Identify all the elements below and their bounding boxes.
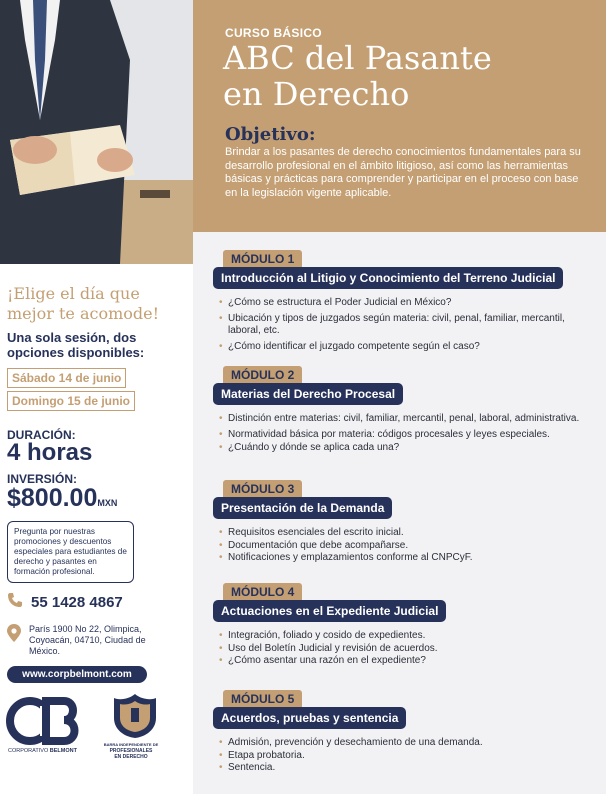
objective-heading: Objetivo: [225,124,316,145]
list-item: • Normatividad básica por materia: códigos procesales y leyes especiales. [219,429,589,442]
module-title: Materias del Derecho Procesal [213,383,403,405]
list-item: • Documentación que debe acompañarse. [219,540,589,553]
investment-label: INVERSIÓN: [7,472,78,486]
module-topics [219,527,589,565]
address-row [7,624,153,657]
website-link[interactable]: www.corpbelmont.com [7,666,147,683]
barra-independiente-logo: BARRA INDEPENDIENTE DE PROFESIONALES EN DERECHO [100,692,162,760]
list-item: • Distinción entre materias: civil, familiar, mercantil, penal, laboral, administrativa. [219,413,589,426]
list-item: • Requisitos esenciales del escrito inicial. [219,527,589,540]
date-option-1: Sábado 14 de junio [7,368,126,388]
date-option-2: Domingo 15 de junio [7,391,135,411]
list-item: • Admisión, prevención y desechamiento de una demanda. [219,737,589,750]
module-topics [219,413,589,455]
sidebar [0,264,193,794]
duration-value: 4 horas [7,439,93,466]
module-title: Introducción al Litigio y Conocimiento del Terreno Judicial [213,267,563,289]
phone-icon [7,592,23,613]
module-tag: MÓDULO 5 [223,690,302,708]
hero-photo [0,0,193,264]
phone-row[interactable] [7,592,123,613]
list-item: • ¿Cómo identificar el juzgado competente según el caso? [219,341,589,354]
corporativo-belmont-logo: CORPORATIVO BELMONT [6,696,86,758]
module-tag: MÓDULO 2 [223,366,302,384]
module-tag: MÓDULO 1 [223,250,302,268]
module-tag: MÓDULO 4 [223,583,302,601]
module-topics [219,737,589,775]
list-item: • Etapa probatoria. [219,750,589,763]
list-item: • ¿Cómo asentar una razón en el expediente? [219,655,589,668]
list-item: • Uso del Boletín Judicial y revisión de acuerdos. [219,643,589,656]
objective-text: Brindar a los pasantes de derecho conocimientos fundamentales para su desarrollo profesional en el ámbito litigioso, así como las herramientas básicas y prácticas para comprender y participar en el proceso con base en la legislación vigente aplicable. [225,146,581,199]
module-title: Presentación de la Demanda [213,497,392,519]
course-kicker: CURSO BÁSICO [225,26,322,40]
module-topics [219,630,589,668]
currency: MXN [97,498,118,508]
list-item: • ¿Cómo se estructura el Poder Judicial en México? [219,297,589,310]
promo-box: Pregunta por nuestras promociones y descuentos especiales para estudiantes de derecho y pasantes en formación profesional. [7,521,134,583]
price: $800.00MXN [7,484,118,512]
course-title: ABC del Pasante en Derecho [223,39,492,113]
phone-number[interactable]: 55 1428 4867 [31,594,123,611]
duration-label: DURACIÓN: [7,428,76,442]
module-title: Actuaciones en el Expediente Judicial [213,600,446,622]
list-item: • Notificaciones y emplazamientos conforme al CNPCyF. [219,552,589,565]
modules-panel [193,232,606,794]
module-title: Acuerdos, pruebas y sentencia [213,707,406,729]
list-item: • Integración, foliado y cosido de expedientes. [219,630,589,643]
module-topics [219,297,589,353]
map-pin-icon [7,624,21,657]
module-tag: MÓDULO 3 [223,480,302,498]
session-text: Una sola sesión, dos opciones disponibles: [7,330,145,360]
list-item: • Sentencia. [219,762,589,775]
course-header [193,0,606,232]
pick-day-heading: ¡Elige el día que mejor te acomode! [7,284,160,323]
address-text: París 1900 No 22, Olimpica, Coyoacán, 04710, Ciudad de México. [29,624,146,656]
list-item: • ¿Cuándo y dónde se aplica cada una? [219,442,589,455]
list-item: • Ubicación y tipos de juzgados según materia: civil, penal, familiar, mercantil, laboral, etc. [219,313,589,338]
